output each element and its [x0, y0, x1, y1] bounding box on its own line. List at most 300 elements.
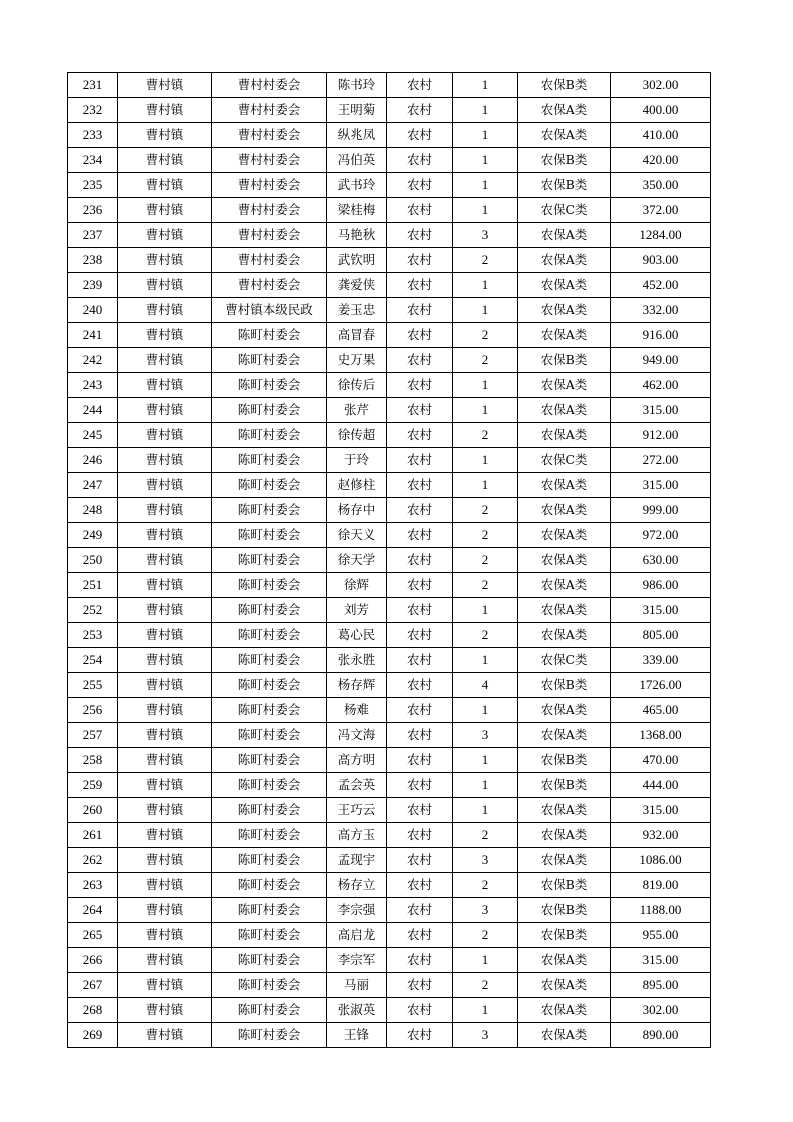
row-number-cell: 255 [68, 673, 118, 698]
person-name-cell: 高方玉 [327, 823, 387, 848]
row-number-cell: 263 [68, 873, 118, 898]
town-cell: 曹村镇 [118, 673, 212, 698]
row-number-cell: 236 [68, 198, 118, 223]
insurance-category-cell: 农保A类 [518, 723, 611, 748]
row-number-cell: 262 [68, 848, 118, 873]
person-name-cell: 高方明 [327, 748, 387, 773]
residence-type-cell: 农村 [387, 98, 453, 123]
table-row [68, 248, 711, 273]
row-number-cell: 269 [68, 1023, 118, 1048]
row-number-cell: 252 [68, 598, 118, 623]
residence-type-cell: 农村 [387, 573, 453, 598]
person-name-cell: 刘芳 [327, 598, 387, 623]
insurance-category-cell: 农保C类 [518, 198, 611, 223]
amount-cell: 932.00 [611, 823, 711, 848]
row-number-cell: 266 [68, 948, 118, 973]
row-number-cell: 232 [68, 98, 118, 123]
table-row [68, 498, 711, 523]
insurance-category-cell: 农保B类 [518, 348, 611, 373]
village-committee-cell: 曹村村委会 [212, 198, 327, 223]
village-committee-cell: 陈町村委会 [212, 773, 327, 798]
amount-cell: 302.00 [611, 73, 711, 98]
household-count-cell: 1 [453, 473, 518, 498]
village-committee-cell: 陈町村委会 [212, 923, 327, 948]
table-row [68, 273, 711, 298]
person-name-cell: 高冒春 [327, 323, 387, 348]
residence-type-cell: 农村 [387, 348, 453, 373]
household-count-cell: 2 [453, 573, 518, 598]
household-count-cell: 2 [453, 423, 518, 448]
town-cell: 曹村镇 [118, 273, 212, 298]
residence-type-cell: 农村 [387, 373, 453, 398]
row-number-cell: 260 [68, 798, 118, 823]
row-number-cell: 249 [68, 523, 118, 548]
row-number-cell: 242 [68, 348, 118, 373]
person-name-cell: 张永胜 [327, 648, 387, 673]
row-number-cell: 267 [68, 973, 118, 998]
insurance-category-cell: 农保A类 [518, 573, 611, 598]
amount-cell: 972.00 [611, 523, 711, 548]
town-cell: 曹村镇 [118, 973, 212, 998]
row-number-cell: 254 [68, 648, 118, 673]
village-committee-cell: 曹村村委会 [212, 123, 327, 148]
table-row [68, 798, 711, 823]
insurance-category-cell: 农保B类 [518, 73, 611, 98]
town-cell: 曹村镇 [118, 223, 212, 248]
town-cell: 曹村镇 [118, 548, 212, 573]
town-cell: 曹村镇 [118, 173, 212, 198]
village-committee-cell: 陈町村委会 [212, 423, 327, 448]
village-committee-cell: 陈町村委会 [212, 548, 327, 573]
person-name-cell: 赵修柱 [327, 473, 387, 498]
amount-cell: 903.00 [611, 248, 711, 273]
row-number-cell: 261 [68, 823, 118, 848]
town-cell: 曹村镇 [118, 498, 212, 523]
residence-type-cell: 农村 [387, 123, 453, 148]
person-name-cell: 徐辉 [327, 573, 387, 598]
household-count-cell: 1 [453, 773, 518, 798]
household-count-cell: 1 [453, 448, 518, 473]
person-name-cell: 王明菊 [327, 98, 387, 123]
household-count-cell: 1 [453, 198, 518, 223]
row-number-cell: 239 [68, 273, 118, 298]
amount-cell: 819.00 [611, 873, 711, 898]
town-cell: 曹村镇 [118, 323, 212, 348]
person-name-cell: 冯伯英 [327, 148, 387, 173]
row-number-cell: 233 [68, 123, 118, 148]
insurance-category-cell: 农保A类 [518, 623, 611, 648]
table-row [68, 748, 711, 773]
residence-type-cell: 农村 [387, 423, 453, 448]
insurance-category-cell: 农保B类 [518, 148, 611, 173]
amount-cell: 410.00 [611, 123, 711, 148]
row-number-cell: 250 [68, 548, 118, 573]
town-cell: 曹村镇 [118, 698, 212, 723]
person-name-cell: 陈书玲 [327, 73, 387, 98]
household-count-cell: 1 [453, 948, 518, 973]
village-committee-cell: 陈町村委会 [212, 698, 327, 723]
amount-cell: 949.00 [611, 348, 711, 373]
household-count-cell: 2 [453, 923, 518, 948]
insurance-category-cell: 农保A类 [518, 398, 611, 423]
row-number-cell: 247 [68, 473, 118, 498]
household-count-cell: 1 [453, 698, 518, 723]
town-cell: 曹村镇 [118, 348, 212, 373]
town-cell: 曹村镇 [118, 448, 212, 473]
person-name-cell: 张芹 [327, 398, 387, 423]
insurance-category-cell: 农保A类 [518, 948, 611, 973]
person-name-cell: 徐传超 [327, 423, 387, 448]
amount-cell: 955.00 [611, 923, 711, 948]
table-row [68, 873, 711, 898]
data-table [67, 72, 711, 1048]
village-committee-cell: 陈町村委会 [212, 498, 327, 523]
village-committee-cell: 陈町村委会 [212, 398, 327, 423]
village-committee-cell: 陈町村委会 [212, 898, 327, 923]
table-row [68, 73, 711, 98]
residence-type-cell: 农村 [387, 523, 453, 548]
row-number-cell: 246 [68, 448, 118, 473]
amount-cell: 895.00 [611, 973, 711, 998]
table-row [68, 623, 711, 648]
household-count-cell: 1 [453, 173, 518, 198]
residence-type-cell: 农村 [387, 498, 453, 523]
row-number-cell: 258 [68, 748, 118, 773]
amount-cell: 465.00 [611, 698, 711, 723]
insurance-category-cell: 农保A类 [518, 223, 611, 248]
amount-cell: 420.00 [611, 148, 711, 173]
amount-cell: 315.00 [611, 948, 711, 973]
town-cell: 曹村镇 [118, 398, 212, 423]
person-name-cell: 史万果 [327, 348, 387, 373]
village-committee-cell: 陈町村委会 [212, 1023, 327, 1048]
insurance-category-cell: 农保B类 [518, 923, 611, 948]
town-cell: 曹村镇 [118, 298, 212, 323]
amount-cell: 372.00 [611, 198, 711, 223]
household-count-cell: 1 [453, 998, 518, 1023]
household-count-cell: 2 [453, 323, 518, 348]
village-committee-cell: 陈町村委会 [212, 873, 327, 898]
table-row [68, 998, 711, 1023]
insurance-category-cell: 农保A类 [518, 998, 611, 1023]
insurance-category-cell: 农保B类 [518, 673, 611, 698]
person-name-cell: 徐天义 [327, 523, 387, 548]
household-count-cell: 3 [453, 1023, 518, 1048]
village-committee-cell: 曹村村委会 [212, 148, 327, 173]
person-name-cell: 龚爱侠 [327, 273, 387, 298]
amount-cell: 452.00 [611, 273, 711, 298]
row-number-cell: 244 [68, 398, 118, 423]
person-name-cell: 孟会英 [327, 773, 387, 798]
amount-cell: 470.00 [611, 748, 711, 773]
village-committee-cell: 陈町村委会 [212, 448, 327, 473]
amount-cell: 1086.00 [611, 848, 711, 873]
residence-type-cell: 农村 [387, 798, 453, 823]
village-committee-cell: 陈町村委会 [212, 323, 327, 348]
person-name-cell: 王巧云 [327, 798, 387, 823]
residence-type-cell: 农村 [387, 273, 453, 298]
amount-cell: 315.00 [611, 598, 711, 623]
row-number-cell: 265 [68, 923, 118, 948]
village-committee-cell: 陈町村委会 [212, 523, 327, 548]
household-count-cell: 1 [453, 398, 518, 423]
residence-type-cell: 农村 [387, 198, 453, 223]
insurance-category-cell: 农保C类 [518, 448, 611, 473]
amount-cell: 916.00 [611, 323, 711, 348]
insurance-category-cell: 农保A类 [518, 473, 611, 498]
town-cell: 曹村镇 [118, 98, 212, 123]
person-name-cell: 纵兆凤 [327, 123, 387, 148]
row-number-cell: 235 [68, 173, 118, 198]
person-name-cell: 杨存立 [327, 873, 387, 898]
household-count-cell: 2 [453, 523, 518, 548]
residence-type-cell: 农村 [387, 173, 453, 198]
person-name-cell: 于玲 [327, 448, 387, 473]
household-count-cell: 2 [453, 348, 518, 373]
table-row [68, 848, 711, 873]
insurance-category-cell: 农保C类 [518, 648, 611, 673]
household-count-cell: 1 [453, 598, 518, 623]
insurance-category-cell: 农保A类 [518, 323, 611, 348]
household-count-cell: 3 [453, 898, 518, 923]
town-cell: 曹村镇 [118, 998, 212, 1023]
insurance-category-cell: 农保A类 [518, 298, 611, 323]
residence-type-cell: 农村 [387, 473, 453, 498]
row-number-cell: 243 [68, 373, 118, 398]
household-count-cell: 2 [453, 623, 518, 648]
village-committee-cell: 陈町村委会 [212, 623, 327, 648]
residence-type-cell: 农村 [387, 148, 453, 173]
residence-type-cell: 农村 [387, 223, 453, 248]
town-cell: 曹村镇 [118, 623, 212, 648]
residence-type-cell: 农村 [387, 648, 453, 673]
amount-cell: 272.00 [611, 448, 711, 473]
residence-type-cell: 农村 [387, 248, 453, 273]
household-count-cell: 1 [453, 748, 518, 773]
table-row [68, 423, 711, 448]
person-name-cell: 李宗军 [327, 948, 387, 973]
residence-type-cell: 农村 [387, 948, 453, 973]
village-committee-cell: 曹村村委会 [212, 73, 327, 98]
insurance-category-cell: 农保A类 [518, 548, 611, 573]
household-count-cell: 4 [453, 673, 518, 698]
village-committee-cell: 曹村村委会 [212, 98, 327, 123]
residence-type-cell: 农村 [387, 548, 453, 573]
town-cell: 曹村镇 [118, 873, 212, 898]
person-name-cell: 徐天学 [327, 548, 387, 573]
amount-cell: 1726.00 [611, 673, 711, 698]
person-name-cell: 马丽 [327, 973, 387, 998]
insurance-category-cell: 农保A类 [518, 973, 611, 998]
village-committee-cell: 陈町村委会 [212, 948, 327, 973]
insurance-category-cell: 农保A类 [518, 498, 611, 523]
town-cell: 曹村镇 [118, 123, 212, 148]
insurance-category-cell: 农保A类 [518, 123, 611, 148]
amount-cell: 986.00 [611, 573, 711, 598]
table-row [68, 223, 711, 248]
household-count-cell: 2 [453, 873, 518, 898]
household-count-cell: 1 [453, 798, 518, 823]
row-number-cell: 240 [68, 298, 118, 323]
person-name-cell: 徐传后 [327, 373, 387, 398]
table-row [68, 598, 711, 623]
table-row [68, 973, 711, 998]
amount-cell: 339.00 [611, 648, 711, 673]
village-committee-cell: 陈町村委会 [212, 748, 327, 773]
insurance-category-cell: 农保B类 [518, 748, 611, 773]
village-committee-cell: 陈町村委会 [212, 798, 327, 823]
amount-cell: 444.00 [611, 773, 711, 798]
table-row [68, 123, 711, 148]
town-cell: 曹村镇 [118, 773, 212, 798]
person-name-cell: 马艳秋 [327, 223, 387, 248]
insurance-category-cell: 农保B类 [518, 873, 611, 898]
residence-type-cell: 农村 [387, 73, 453, 98]
person-name-cell: 李宗强 [327, 898, 387, 923]
household-count-cell: 1 [453, 148, 518, 173]
residence-type-cell: 农村 [387, 848, 453, 873]
row-number-cell: 251 [68, 573, 118, 598]
table-row [68, 173, 711, 198]
residence-type-cell: 农村 [387, 298, 453, 323]
household-count-cell: 2 [453, 498, 518, 523]
person-name-cell: 孟现宇 [327, 848, 387, 873]
table-row [68, 523, 711, 548]
town-cell: 曹村镇 [118, 473, 212, 498]
town-cell: 曹村镇 [118, 823, 212, 848]
amount-cell: 630.00 [611, 548, 711, 573]
household-count-cell: 2 [453, 973, 518, 998]
amount-cell: 332.00 [611, 298, 711, 323]
person-name-cell: 葛心民 [327, 623, 387, 648]
person-name-cell: 姜玉忠 [327, 298, 387, 323]
person-name-cell: 杨存中 [327, 498, 387, 523]
row-number-cell: 268 [68, 998, 118, 1023]
insurance-category-cell: 农保A类 [518, 823, 611, 848]
village-committee-cell: 陈町村委会 [212, 673, 327, 698]
town-cell: 曹村镇 [118, 373, 212, 398]
table-row [68, 98, 711, 123]
household-count-cell: 1 [453, 73, 518, 98]
table-row [68, 773, 711, 798]
household-count-cell: 1 [453, 98, 518, 123]
village-committee-cell: 陈町村委会 [212, 973, 327, 998]
residence-type-cell: 农村 [387, 773, 453, 798]
insurance-category-cell: 农保A类 [518, 848, 611, 873]
amount-cell: 315.00 [611, 473, 711, 498]
household-count-cell: 1 [453, 373, 518, 398]
table-row [68, 348, 711, 373]
row-number-cell: 237 [68, 223, 118, 248]
table-row [68, 723, 711, 748]
town-cell: 曹村镇 [118, 798, 212, 823]
town-cell: 曹村镇 [118, 748, 212, 773]
household-count-cell: 1 [453, 298, 518, 323]
insurance-category-cell: 农保B类 [518, 898, 611, 923]
person-name-cell: 张淑英 [327, 998, 387, 1023]
person-name-cell: 高启龙 [327, 923, 387, 948]
village-committee-cell: 陈町村委会 [212, 848, 327, 873]
amount-cell: 1188.00 [611, 898, 711, 923]
insurance-category-cell: 农保A类 [518, 98, 611, 123]
person-name-cell: 冯文海 [327, 723, 387, 748]
village-committee-cell: 陈町村委会 [212, 648, 327, 673]
village-committee-cell: 曹村村委会 [212, 273, 327, 298]
insurance-category-cell: 农保A类 [518, 1023, 611, 1048]
residence-type-cell: 农村 [387, 823, 453, 848]
amount-cell: 400.00 [611, 98, 711, 123]
household-count-cell: 3 [453, 848, 518, 873]
table-row [68, 823, 711, 848]
village-committee-cell: 陈町村委会 [212, 473, 327, 498]
town-cell: 曹村镇 [118, 523, 212, 548]
insurance-category-cell: 农保A类 [518, 798, 611, 823]
town-cell: 曹村镇 [118, 723, 212, 748]
row-number-cell: 256 [68, 698, 118, 723]
person-name-cell: 王锋 [327, 1023, 387, 1048]
table-row [68, 473, 711, 498]
row-number-cell: 245 [68, 423, 118, 448]
amount-cell: 462.00 [611, 373, 711, 398]
town-cell: 曹村镇 [118, 423, 212, 448]
amount-cell: 890.00 [611, 1023, 711, 1048]
household-count-cell: 3 [453, 223, 518, 248]
town-cell: 曹村镇 [118, 248, 212, 273]
residence-type-cell: 农村 [387, 898, 453, 923]
table-row [68, 1023, 711, 1048]
residence-type-cell: 农村 [387, 673, 453, 698]
person-name-cell: 武钦明 [327, 248, 387, 273]
residence-type-cell: 农村 [387, 598, 453, 623]
village-committee-cell: 陈町村委会 [212, 348, 327, 373]
insurance-category-cell: 农保A类 [518, 248, 611, 273]
table-row [68, 323, 711, 348]
row-number-cell: 231 [68, 73, 118, 98]
household-count-cell: 2 [453, 548, 518, 573]
residence-type-cell: 农村 [387, 698, 453, 723]
amount-cell: 315.00 [611, 798, 711, 823]
residence-type-cell: 农村 [387, 623, 453, 648]
residence-type-cell: 农村 [387, 923, 453, 948]
insurance-category-cell: 农保A类 [518, 423, 611, 448]
household-count-cell: 2 [453, 823, 518, 848]
table-body [68, 73, 711, 1048]
town-cell: 曹村镇 [118, 73, 212, 98]
insurance-category-cell: 农保A类 [518, 698, 611, 723]
amount-cell: 315.00 [611, 398, 711, 423]
table-row [68, 398, 711, 423]
row-number-cell: 253 [68, 623, 118, 648]
residence-type-cell: 农村 [387, 398, 453, 423]
village-committee-cell: 曹村村委会 [212, 223, 327, 248]
person-name-cell: 杨难 [327, 698, 387, 723]
row-number-cell: 259 [68, 773, 118, 798]
amount-cell: 912.00 [611, 423, 711, 448]
village-committee-cell: 陈町村委会 [212, 598, 327, 623]
town-cell: 曹村镇 [118, 648, 212, 673]
amount-cell: 1368.00 [611, 723, 711, 748]
table-row [68, 298, 711, 323]
row-number-cell: 238 [68, 248, 118, 273]
table-row [68, 898, 711, 923]
town-cell: 曹村镇 [118, 1023, 212, 1048]
insurance-category-cell: 农保B类 [518, 173, 611, 198]
village-committee-cell: 陈町村委会 [212, 373, 327, 398]
residence-type-cell: 农村 [387, 723, 453, 748]
insurance-category-cell: 农保A类 [518, 273, 611, 298]
village-committee-cell: 曹村村委会 [212, 248, 327, 273]
town-cell: 曹村镇 [118, 948, 212, 973]
